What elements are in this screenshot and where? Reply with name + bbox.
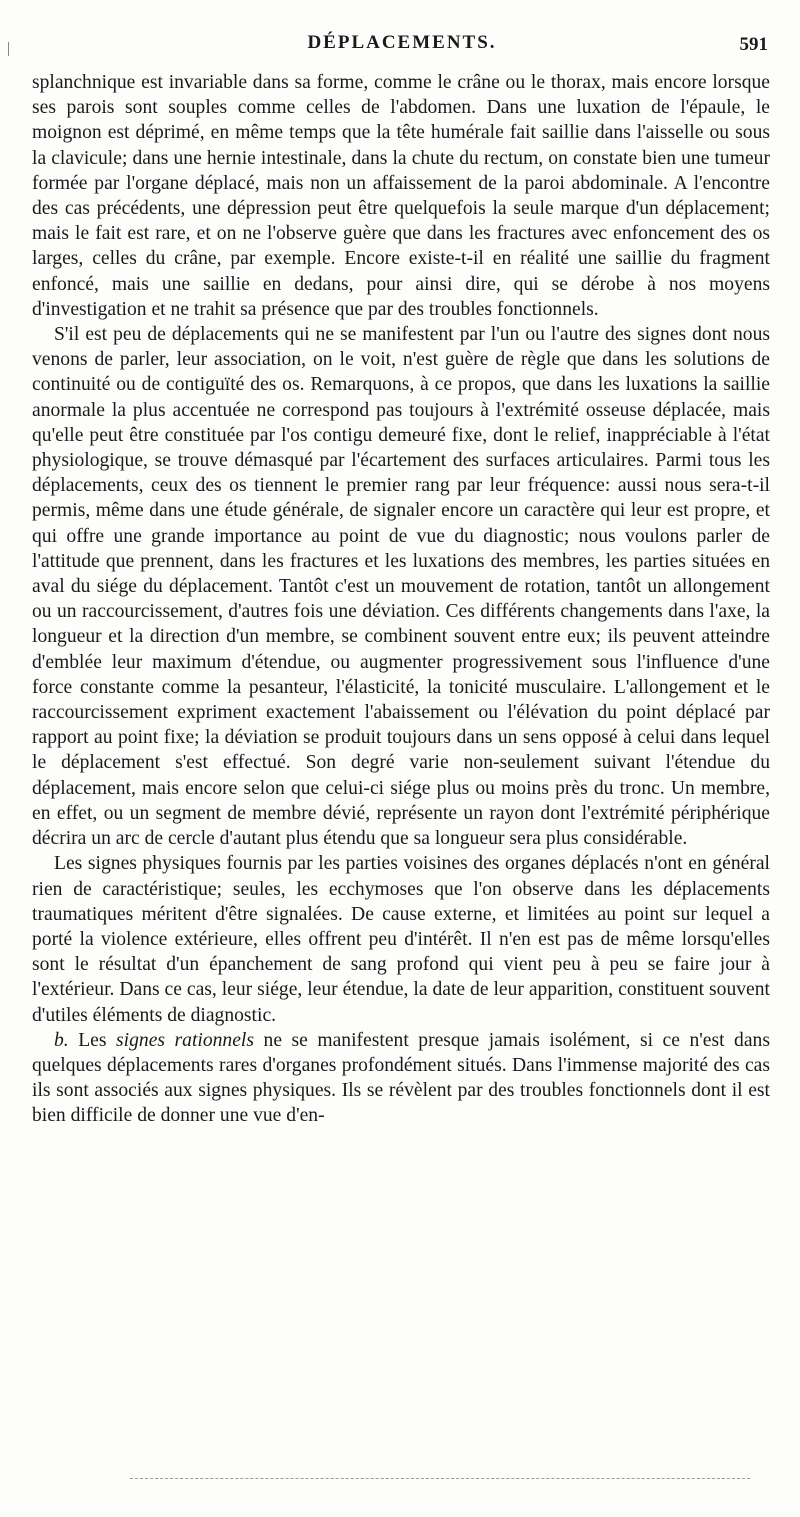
paragraph-1: splanchnique est invariable dans sa forme, comme le crâne ou le thorax, mais encore lorsque ses parois sont souples comme celles de l'abdomen. Dans une luxation de l'épaule, le moignon est déprimé, en même temps que la tête humérale fait saillie dans l'aisselle ou sous la clavicule; dans une hernie intestinale, dans la chute du rectum, on constate bien une tumeur formée par l'organe déplacé, mais non un affaissement de la paroi abdominale. A l'encontre des cas précédents, une dépression peut être quelquefois la seule marque d'un déplacement; mais le fait est rare, et on ne l'observe guère que dans les fractures avec enfoncement des os larges, celles du crâne, par exemple. Encore existe-t-il en réalité une saillie du fragment enfoncé, mais une saillie en dedans, pour ainsi dire, qui se dérobe à nos moyens d'investigation et ne trahit sa présence que par des troubles fonctionnels. <box>32 72 770 320</box>
paragraph-2: S'il est peu de déplacements qui ne se manifestent par l'un ou l'autre des signes dont nous venons de parler, leur association, on le voit, n'est guère de règle que dans les solutions de continuité ou de contiguïté des os. Remarquons, à ce propos, que dans les luxations la saillie anormale la plus accentuée ne correspond pas toujours à l'extrémité osseuse déplacée, mais qu'elle peut être constituée par l'os contigu demeuré fixe, dont le relief, inappréciable à l'état physiologique, se trouve démasqué par l'écartement des surfaces articulaires. Parmi tous les déplacements, ceux des os tiennent le premier rang par leur fréquence: aussi nous sera-t-il permis, même dans une étude générale, de signaler encore un caractère qui leur est propre, et qui offre une grande importance au point de vue du diagnostic; nous voulons parler de l'attitude que prennent, dans les fractures et les luxations des membres, les parties situées en aval du siége du déplacement. Tantôt c'est un mouvement de rotation, tantôt un allongement ou un raccourcissement, d'autres fois une déviation. Ces différents changements dans l'axe, la longueur et la direction d'un membre, se combinent souvent entre eux; ils peuvent atteindre d'emblée leur maximum d'étendue, ou augmenter progressivement sous l'influence d'une force constante comme la pesanteur, l'élasticité, la tonicité musculaire. L'allongement et le raccourcissement expriment exactement l'abaissement ou l'élévation du point déplacé par rapport au point fixe; la déviation se produit toujours dans un sens opposé à celui dans lequel le déplacement s'est effectué. Son degré varie non-seulement suivant l'étendue du déplacement, mais encore selon que celui-ci siége plus ou moins près du tronc. Un membre, en effet, ou un segment de membre dévié, représente un rayon dont l'extrémité périphérique décrira un arc de cercle d'autant plus étendu que sa longueur sera plus considérable. <box>32 324 770 850</box>
page-number: 591 <box>739 34 768 55</box>
running-header <box>32 32 772 58</box>
margin-mark <box>8 42 9 56</box>
paragraph-3: Les signes physiques fournis par les parties voisines des organes déplacés n'ont en général rien de caractéristique; seules, les ecchymoses que l'on observe dans les déplacements traumatiques méritent d'être signalées. De cause externe, et limitées au point sur lequel a porté la violence extérieure, elles offrent peu d'intérêt. Il n'en est pas de même lorsqu'elles sont le résultat d'un épanchement de sang profond qui vient peu à peu se faire jour à l'extérieur. Dans ce cas, leur siége, leur étendue, la date de leur apparition, constituent souvent d'utiles éléments de diagnostic. <box>32 853 770 1026</box>
paragraph-4-lead: Les <box>78 1029 107 1051</box>
paragraph-4-rest: ne se manifestent presque jamais isolément, si ce n'est dans quelques déplacements rares d'organes profondément situés. Dans l'immense majorité des cas ils sont associés aux signes physiques. Ils se révèlent par des troubles fonctionnels dont il est bien difficile de donner une vue d'en- <box>32 1029 770 1127</box>
section-marker: b. <box>54 1029 69 1051</box>
body-text <box>32 70 770 1129</box>
footer-rule <box>130 1478 750 1479</box>
italic-term: signes rationnels <box>116 1029 254 1051</box>
running-title: DÉPLACEMENTS. <box>307 32 497 53</box>
paragraph-4 <box>32 1028 770 1129</box>
